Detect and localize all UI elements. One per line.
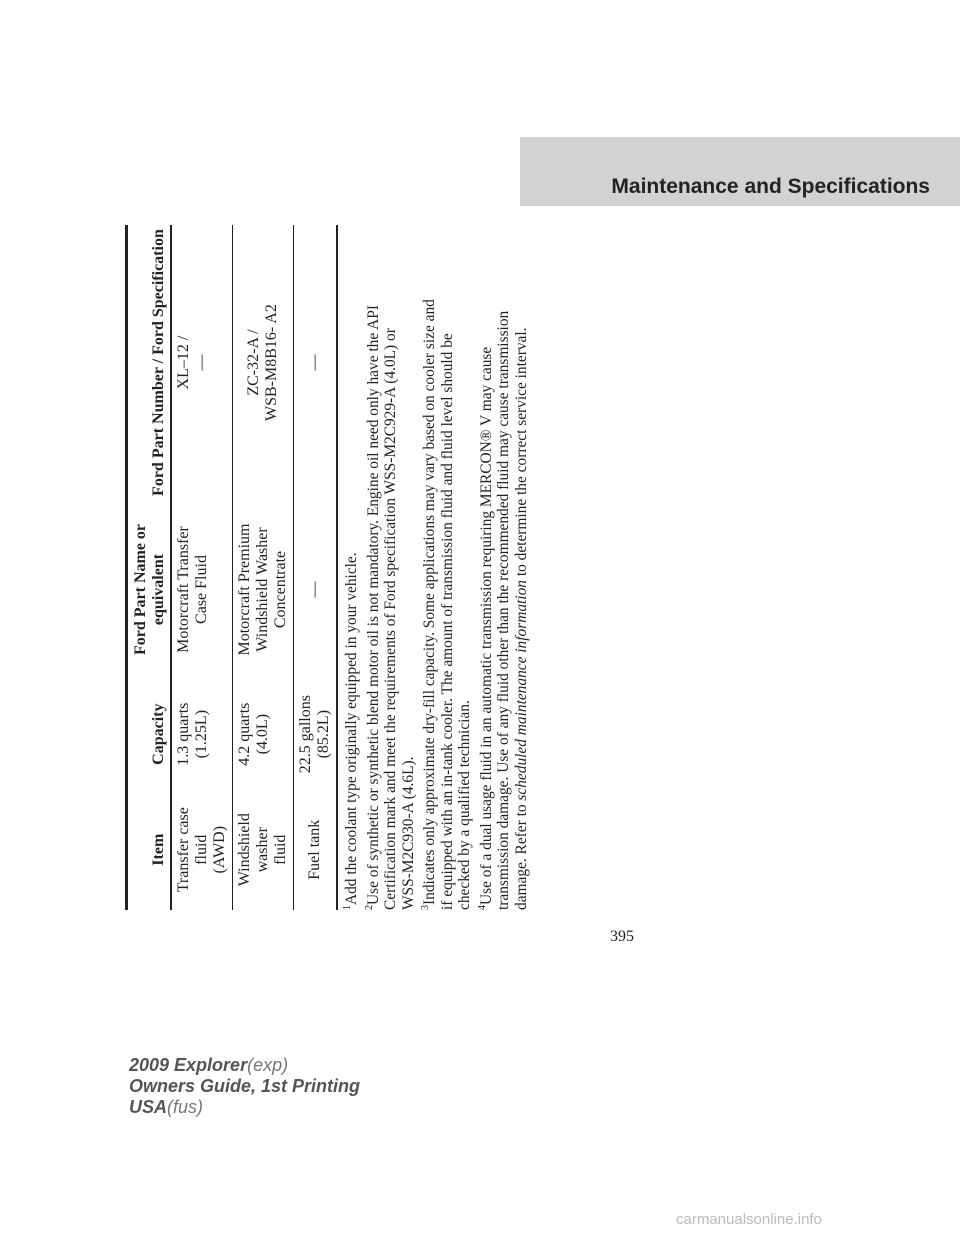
footnote-marker: 4 <box>476 905 488 910</box>
cell-item: Transfer case fluid (AWD) <box>171 789 233 910</box>
footnote-marker: 1 <box>341 905 353 910</box>
rotated-content-area <box>125 225 530 910</box>
section-title: Maintenance and Specifications <box>611 175 930 198</box>
table-header-row <box>127 225 172 910</box>
capacities-table <box>125 225 338 910</box>
print-imprint <box>129 1055 360 1118</box>
footnote-2: $^2$Use of synthetic or synthetic blend motor oil is not mandatory. Engine oil need only have the API Certification mark and meet the requirements of Ford specification WSS-M2C929-A (4.0L) or WSS-M2C930-A (4.6L). <box>363 305 417 910</box>
cell-part-name: — <box>294 500 338 679</box>
page-number: 395 <box>610 928 634 945</box>
footnote-marker: 2 <box>363 905 375 910</box>
table-row <box>294 225 338 910</box>
cell-part-number: XL–12 / — <box>171 225 233 500</box>
table-row <box>233 225 294 910</box>
imprint-guide-line: Owners Guide, 1st Printing <box>129 1076 361 1096</box>
column-header-part-name: Ford Part Name or equivalent <box>127 500 172 679</box>
footnote-4: $^4$Use of a dual usage fluid in an automatic transmission requiring MERCON® V may cause transmission damage. Use of any fluid other than the recommended fluid may cause transmission damage. Refer to scheduled maintenance information to determine the correct service interval. <box>476 310 530 910</box>
cell-capacity: 4.2 quarts (4.0L) <box>233 679 294 790</box>
cell-item: Windshield washer fluid <box>233 789 294 910</box>
table-row <box>171 225 233 910</box>
column-header-part-number: Ford Part Number / Ford Specification <box>127 225 172 500</box>
footnote-marker: 3 <box>419 905 431 910</box>
imprint-model-line: 2009 Explorer(exp) <box>129 1055 289 1075</box>
footnote-3: $^3$Indicates only approximate dry-fill capacity. Some applications may vary based on cooler size and if equipped with an in-tank cooler. The amount of transmission fluid and fluid level should be checked by a qualified technician. <box>419 299 473 910</box>
cell-capacity: 22.5 gallons (85.2L) <box>294 679 338 790</box>
cell-part-name: Motorcraft Premium Windshield Washer Concentrate <box>233 500 294 679</box>
cell-part-number: — <box>294 225 338 500</box>
imprint-market-line: USA(fus) <box>129 1097 204 1117</box>
footnotes <box>343 225 530 910</box>
column-header-capacity: Capacity <box>127 679 172 790</box>
footnote-1: $^1$Add the coolant type originally equipped in your vehicle. <box>341 552 360 910</box>
cell-part-number: ZC-32-A / WSB-M8B16- A2 <box>233 225 294 500</box>
cell-item: Fuel tank <box>294 789 338 910</box>
rotated-content <box>125 225 530 910</box>
cell-capacity: 1.3 quarts (1.25L) <box>171 679 233 790</box>
column-header-item: Item <box>127 789 172 910</box>
watermark: carmanualsonline.info <box>676 1211 822 1228</box>
scheduled-maintenance-reference: scheduled maintenance information <box>512 580 530 801</box>
cell-part-name: Motorcraft Transfer Case Fluid <box>171 500 233 679</box>
